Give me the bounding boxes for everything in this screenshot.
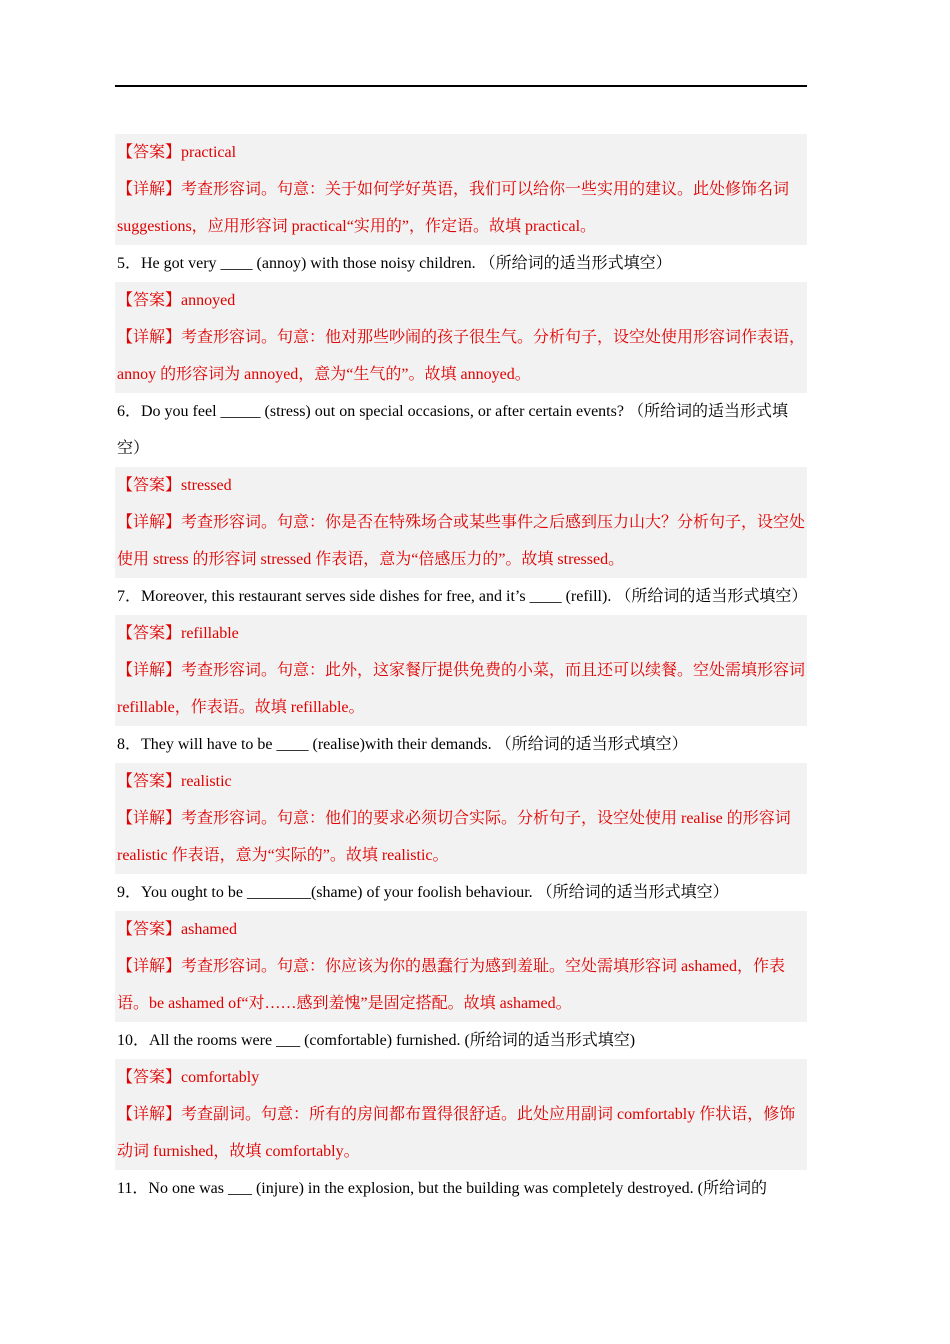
answer-block-8 — [115, 763, 807, 874]
detail-text: 【详解】考查副词。句意：所有的房间都布置得很舒适。此处应用副词 comfortably 作状语，修饰动词 furnished，故填 comfortably。 — [117, 1106, 796, 1160]
answer-text: 【答案】practical — [117, 144, 237, 161]
answer-text: 【答案】stressed — [117, 477, 232, 494]
answer-block-6 — [115, 467, 807, 578]
question-11: 11．No one was ___ (injure) in the explosion, but the building was completely destroyed. (所给词的 — [117, 1180, 767, 1197]
detail-text: 【详解】考查形容词。句意：你应该为你的愚蠢行为感到羞耻。空处需填形容词 ashamed，作表语。be ashamed of“对……感到羞愧”是固定搭配。故填 ashamed。 — [117, 958, 785, 1012]
answer-block-4 — [115, 134, 807, 245]
question-8: 8．They will have to be ____ (realise)with their demands. （所给词的适当形式填空） — [117, 736, 688, 753]
detail-text: 【详解】考查形容词。句意：关于如何学好英语，我们可以给你一些实用的建议。此处修饰名词 suggestions，应用形容词 practical“实用的”，作定语。故填 practical。 — [117, 181, 790, 235]
answer-text: 【答案】annoyed — [117, 292, 236, 309]
question-9: 9．You ought to be ________(shame) of your foolish behaviour. （所给词的适当形式填空） — [117, 884, 729, 901]
answer-text: 【答案】realistic — [117, 773, 232, 790]
document-body — [115, 134, 807, 1207]
detail-text: 【详解】考查形容词。句意：他们的要求必须切合实际。分析句子，设空处使用 realise 的形容词 realistic 作表语，意为“实际的”。故填 realistic。 — [117, 810, 791, 864]
answer-block-10 — [115, 1059, 807, 1170]
detail-text: 【详解】考查形容词。句意：此外，这家餐厅提供免费的小菜，而且还可以续餐。空处需填形容词 refillable，作表语。故填 refillable。 — [117, 662, 806, 716]
question-5: 5．He got very ____ (annoy) with those noisy children. （所给词的适当形式填空） — [117, 255, 672, 272]
answer-block-7 — [115, 615, 807, 726]
detail-text: 【详解】考查形容词。句意：你是否在特殊场合或某些事件之后感到压力山大？分析句子，设空处使用 stress 的形容词 stressed 作表语，意为“倍感压力的”。故填 stressed。 — [117, 514, 806, 568]
answer-text: 【答案】comfortably — [117, 1069, 260, 1086]
question-10: 10．All the rooms were ___ (comfortable) furnished. (所给词的适当形式填空) — [117, 1032, 636, 1049]
answer-text: 【答案】refillable — [117, 625, 239, 642]
detail-text: 【详解】考查形容词。句意：他对那些吵闹的孩子很生气。分析句子，设空处使用形容词作表语，annoy 的形容词为 annoyed，意为“生气的”。故填 annoyed。 — [117, 329, 806, 383]
question-6: 6．Do you feel _____ (stress) out on special occasions, or after certain events? （所给词的适当形式填空） — [117, 403, 788, 457]
header-rule — [115, 85, 807, 87]
answer-text: 【答案】ashamed — [117, 921, 237, 938]
question-7: 7．Moreover, this restaurant serves side dishes for free, and it’s ____ (refill). （所给词的适当形式填空） — [117, 588, 808, 605]
answer-block-9 — [115, 911, 807, 1022]
answer-block-5 — [115, 282, 807, 393]
